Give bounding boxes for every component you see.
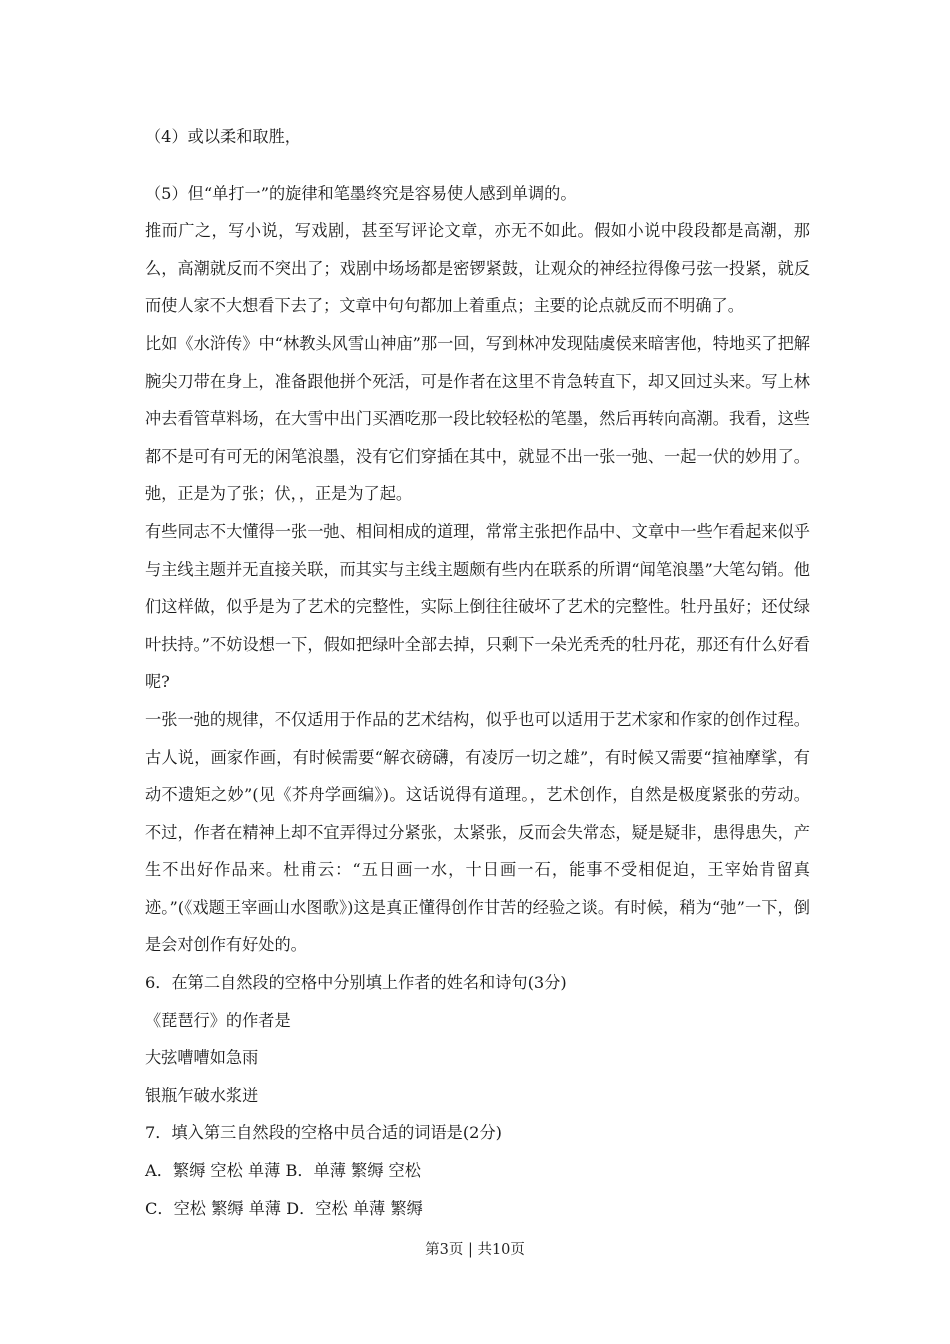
question-7: 7．填入第三自然段的空格中员合适的词语是(2分) — [145, 1123, 502, 1143]
paragraph-generalization: 推而广之，写小说，写戏剧，甚至写评论文章，亦无不如此。假如小说中段段都是高潮，那么，高潮就反而不突出了；戏剧中场场都是密锣紧鼓，让观众的神经拉得像弓弦一投紧，就反而使人家不大想看下去了；文章中句句都加上着重点；主要的论点就反而不明确了。 — [145, 221, 810, 316]
list-item-4: （4）或以柔和取胜， — [145, 127, 301, 146]
question-6-blank-1: 《琵琶行》的作者是 — [145, 1010, 291, 1030]
paragraph-shuihu-example: 比如《水浒传》中“林教头风雪山神庙”那一回，写到林冲发现陆虞侯来暗害他，特地买了把解腕尖刀带在身上，准备跟他拼个死活，可是作者在这里不肯急转直下，却又回过头来。写上林冲去看管草料场，在大雪中出门买酒吃那一段比较轻松的笔墨，然后再转向高潮。我看，这些都不是可有可无的闲笔浪墨，没有它们穿插在其中，就显不出一张一弛、一起一伏的妙用了。弛，正是为了张；伏，，正是为了起。 — [145, 333, 810, 504]
paragraph-creative-process: 一张一弛的规律，不仅适用于作品的艺术结构，似乎也可以适用于艺术家和作家的创作过程。古人说，画家作画，有时候需要“解衣磅礴，有凌厉一切之雄”，有时候又需要“揎袖摩挲，有动不遗矩之妙”(见《芥舟学画编》)。这话说得有道理。，艺术创作，自然是极度紧张的劳动。不过，作者在精神上却不宜弄得过分紧张，太紧张，反而会失常态，疑是疑非，患得患失，产生不出好作品来。杜甫云：“五日画一水，十日画一石，能事不受相促迫，王宰始肯留真迹。”(《戏题王宰画山水图歌》)这是真正懂得创作甘苦的经验之谈。有时候，稍为“弛”一下，倒是会对创作有好处的。 — [145, 709, 810, 955]
paragraph-comrades: 有些同志不大懂得一张一弛、相间相成的道理，常常主张把作品中、文章中一些乍看起来似乎与主线主题并无直接关联，而其实与主线主题颇有些内在联系的所谓“闻笔浪墨”大笔勾销。他们这样做，似乎是为了艺术的完整性，实际上倒往往破坏了艺术的完整性。牡丹虽好；还仗绿叶扶持。”不妨设想一下，假如把绿叶全部去掉，只剩下一朵光秃秃的牡丹花，那还有什么好看呢? — [145, 521, 810, 692]
document-body — [145, 118, 810, 1227]
question-7-options-cd: C．空松 繁缛 单薄 D．空松 单薄 繁缛 — [145, 1198, 423, 1218]
question-6-blank-2: 大弦嘈嘈如急雨 — [145, 1048, 259, 1068]
list-item-5: （5）但“单打一”的旋律和笔墨终究是容易使人感到单调的。 — [145, 183, 577, 203]
page-number: 第3页 | 共10页 — [425, 1242, 525, 1258]
question-6-blank-3: 银瓶乍破水浆迸 — [145, 1085, 259, 1105]
question-6: 6．在第二自然段的空格中分别填上作者的姓名和诗句(3分) — [145, 973, 567, 993]
question-7-options-ab: A．繁缛 空松 单薄 B．单薄 繁缛 空松 — [145, 1161, 421, 1181]
